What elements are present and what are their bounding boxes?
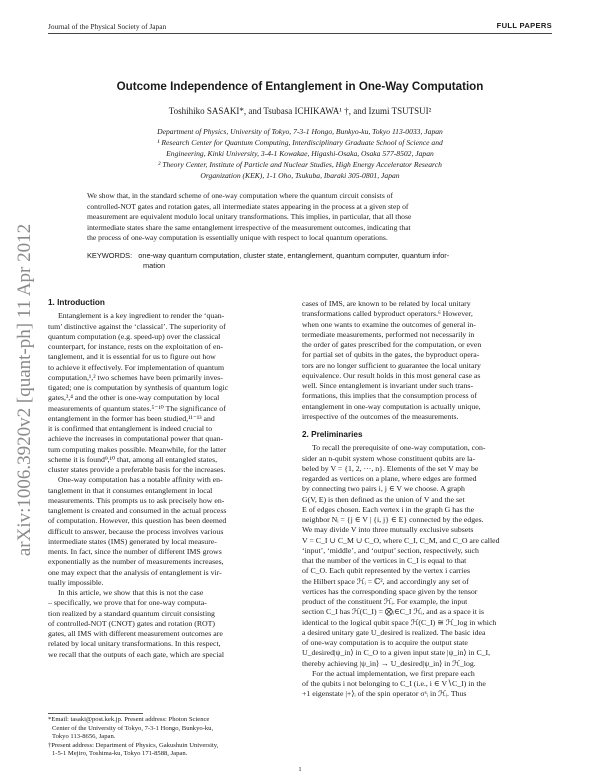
body-line: gates, all IMS with different measurement outcomes are [48, 629, 223, 638]
body-line: U_desired|ψ_in⟩ in C_O to a given input state |ψ_in⟩ in C_I, [302, 648, 491, 658]
body-line: tigated; one is computation by synthesis of quantum logic [48, 383, 229, 392]
abstract-line: the process of one-way computation is essentially unique with respect to local quantum operations. [87, 233, 388, 243]
footnote-line: 1-5-1 Mejiro, Toshima-ku, Tokyo 171-8588, Japan. [52, 750, 188, 758]
body-line: thereby achieving |ψ_in⟩ → U_desired|ψ_in⟩ in ℋ_log. [302, 658, 476, 668]
header-rule [48, 33, 552, 34]
body-line: related by local unitary transformations. In this respect, [48, 639, 221, 649]
body-line: regarded as vertices on a plane, where edges are formed [302, 474, 477, 483]
body-line: of C_O. Each qubit represented by the vertex i carries [302, 566, 471, 576]
body-line: formations, this implies that the consumption process of [302, 391, 477, 401]
body-line: tanglement, and it is essential for us to figure out how [48, 352, 216, 362]
body-line: one may expect that the analysis of entanglement is vir- [48, 567, 222, 577]
footnote-line: Tokyo 113-8656, Japan. [52, 733, 116, 741]
body-line: entanglement in the former has been studied,¹¹⁻¹³ and [48, 413, 215, 423]
page-number: 1 [298, 766, 302, 773]
body-line: tors are no longer sufficient to guarantee the local unitary [302, 360, 481, 370]
body-line: of controlled-NOT (CNOT) gates and rotation (ROT) [48, 618, 216, 628]
body-line: identical to the logical qubit space ℋ(C_I) ≅ ℋ_log in which [302, 617, 497, 627]
body-line: We may divide V into three mutually exclusive subsets [302, 525, 474, 535]
body-line: In this article, we show that this is not the case [58, 588, 204, 597]
author-list: Toshihiko SASAKI*, and Tsubasa ICHIKAWA¹ †, and Izumi TSUTSUI² [168, 106, 432, 116]
body-line: of the qubits i not belonging to C_I (i.e., i ∈ V∖C_I) in the [302, 679, 486, 688]
abstract-line: controlled-NOT gates and rotation gates, all intermediate states appearing in the process at a given step of [87, 201, 409, 211]
body-line: E of edges chosen. Each vertex i in the graph G has the [302, 504, 475, 514]
affiliation-line: Engineering, Kinki University, 3-4-1 Kowakae, Higashi-Osaka, Osaka 577-8502, Japan [166, 149, 434, 158]
body-line: that the number of the vertices in C_I is equal to that [302, 556, 467, 565]
keywords-label: KEYWORDS: [87, 251, 133, 260]
right-column [302, 299, 552, 700]
body-line: intermediate states (IMS) generated by local measure- [48, 536, 217, 546]
body-line: exponentially as the number of measurements increases, [48, 557, 224, 567]
body-line: sider an n-qubit system whose constituent qubits are la- [302, 453, 476, 463]
body-line: gates,³,⁴ and the other is one-way computation by local [48, 393, 220, 403]
body-line: well. Since entanglement is invariant under such trans- [302, 381, 474, 390]
abstract-line: We show that, in the standard scheme of one-way computation where the quantum circuit consists of [87, 191, 394, 200]
section-heading-preliminaries: 2. Preliminaries [302, 430, 363, 439]
body-line: the Hilbert space ℋᵢ = ℂ², and accordingly any set of [302, 576, 469, 586]
footnote-rule [48, 713, 143, 714]
body-line: Entanglement is a key ingredient to render the ‘quan- [58, 311, 225, 321]
body-line: counterpart, for instance, rests on the exploitation of en- [48, 342, 223, 351]
body-line: irrespective of the outcomes of the measurements. [302, 411, 459, 421]
keywords-text-continued: mation [143, 261, 166, 270]
body-line: computation,¹,² two schemes have been primarily inves- [48, 372, 223, 382]
body-line: tum’ distinctive against the ‘classical’. The superiority of [48, 321, 226, 331]
body-line: To recall the prerequisite of one-way computation, con- [312, 443, 486, 453]
body-line: ments. In fact, since the number of different IMS grows [48, 547, 222, 556]
body-line: quantum computation (e.g. speed-up) over the classical [48, 331, 221, 341]
affiliation-line: Organization (KEK), 1-1 Oho, Tsukuba, Ibaraki 305-0801, Japan [200, 171, 400, 180]
body-line: a desired unitary gate U_desired is realized. The basic idea [302, 627, 486, 637]
body-line: For the actual implementation, we first prepare each [312, 668, 475, 678]
body-line: vertices has the corresponding space given by the tensor [302, 586, 478, 596]
affiliations [60, 126, 540, 181]
body-line: by connecting two pairs i, j ∈ V we choose. A graph [302, 484, 465, 494]
paper-title: Outcome Independence of Entanglement in One-Way Computation [116, 80, 484, 93]
body-line: cases of IMS, are known to be related by local unitary [302, 299, 471, 308]
body-line: for partial set of qubits in the gates, the byproduct opera- [302, 350, 480, 360]
body-line: cluster states provide a preferable basis for the increases. [48, 465, 226, 474]
body-line: to achieve it effectively. For implementation of quantum [48, 362, 225, 372]
body-line: measurements of quantum states.⁵⁻¹⁰ The significance of [48, 403, 226, 413]
section-heading-introduction: 1. Introduction [48, 298, 105, 307]
body-line: section C_I has ℋ(C_I) = ⨂ᵢ∈C_I ℋᵢ, and as a space it is [302, 607, 485, 617]
body-line: beled by V = {1, 2, ···, n}. Elements of the set V may be [302, 463, 479, 473]
body-line: we recall that the outputs of each gate, which are special [48, 649, 225, 659]
body-line: when one wants to examine the outcomes of general in- [302, 319, 476, 329]
footnote-line: Center of the University of Tokyo, 7-3-1 Hongo, Bunkyo-ku, [52, 724, 214, 732]
footnotes [48, 716, 292, 759]
keywords-text: one-way quantum computation, cluster state, entanglement, quantum computer, quantum infor- [138, 251, 450, 260]
body-line: product of the constituent ℋᵢ. For example, the input [302, 597, 468, 606]
affiliation-line: ¹ Research Center for Quantum Computing, Interdisciplinary Graduate School of Science and [157, 138, 443, 147]
abstract-line: measurement are equivalent modulo local unitary transformations. This implies, in particular, that all those [87, 212, 412, 222]
body-line: tanglement is created and consumed in the actual process [48, 506, 227, 515]
body-line: +1 eigenstate |+⟩ᵢ of the spin operator σˣᵢ in ℋᵢ. Thus [302, 689, 467, 699]
body-line: the order of gates prescribed for the computation, or even [302, 340, 482, 349]
footnote-line: †Present address: Department of Physics, Gakushuin University, [48, 741, 219, 749]
abstract-line: intermediate states share the same entanglement irrespective of the measurement outcomes, indicating that [87, 222, 411, 232]
body-line: neighbor Nᵢ = {j ∈ V | {i, j} ∈ E} connected by the edges. [302, 515, 484, 524]
body-line: entanglement in one-way computation is actually unique, [302, 401, 481, 411]
body-line: tually impossible. [48, 577, 104, 587]
body-line: achieve the increases in computational power that quan- [48, 434, 224, 444]
body-line: it is confirmed that entanglement is indeed crucial to [48, 424, 213, 433]
body-line: termediate measurements, performed not necessarily in [302, 329, 475, 339]
body-line: One-way computation has a notable affinity with en- [58, 475, 223, 485]
body-line: ‘input’, ‘middle’, and ‘output’ section, respectively, such [302, 545, 479, 555]
body-line: tum computing makes possible. Meanwhile, for the latter [48, 444, 227, 454]
abstract [87, 191, 513, 244]
footnote-line: *Email: tasaki@post.kek.jp. Present address: Photon Science [48, 716, 210, 723]
arxiv-watermark [0, 185, 50, 595]
body-line: G(V, E) is then defined as the union of V and the set [302, 494, 465, 504]
body-line: tion realized by a standard quantum circuit consisting [48, 608, 215, 618]
body-line: of one-way computation is to acquire the output state [302, 638, 468, 647]
body-line: measurements. This prompts us to ask precisely how en- [48, 495, 225, 505]
body-line: difficult to answer, because the process involves various [48, 526, 224, 536]
arxiv-identifier: arXiv:1006.3920v2 [quant-ph] 11 Apr 2012 [14, 223, 35, 557]
body-line: scheme it is found⁹,¹⁰ that, among all entangled states, [48, 454, 218, 464]
section-label: FULL PAPERS [496, 21, 552, 30]
body-line: tanglement in that it consumes entanglement in local [48, 485, 213, 495]
keywords [87, 251, 513, 271]
journal-name: Journal of the Physical Society of Japan [48, 22, 167, 31]
affiliation-line: ² Theory Center, Institute of Particle and Nuclear Studies, High Energy Accelerator Research [158, 160, 442, 169]
body-line: V = C_I ∪ C_M ∪ C_O, where C_I, C_M, and C_O are called [302, 535, 500, 545]
left-column [48, 298, 292, 660]
body-line: transformations called byproduct operators.⁶ However, [302, 309, 473, 319]
affiliation-line: Department of Physics, University of Tokyo, 7-3-1 Hongo, Bunkyo-ku, Tokyo 113-0033, Japan [157, 127, 443, 136]
body-line: equivalence. Our result holds in this most general case as [302, 370, 481, 380]
body-line: – specifically, we prove that for one-way computa- [48, 598, 207, 608]
body-line: of computation. However, this question has been deemed [48, 516, 227, 526]
